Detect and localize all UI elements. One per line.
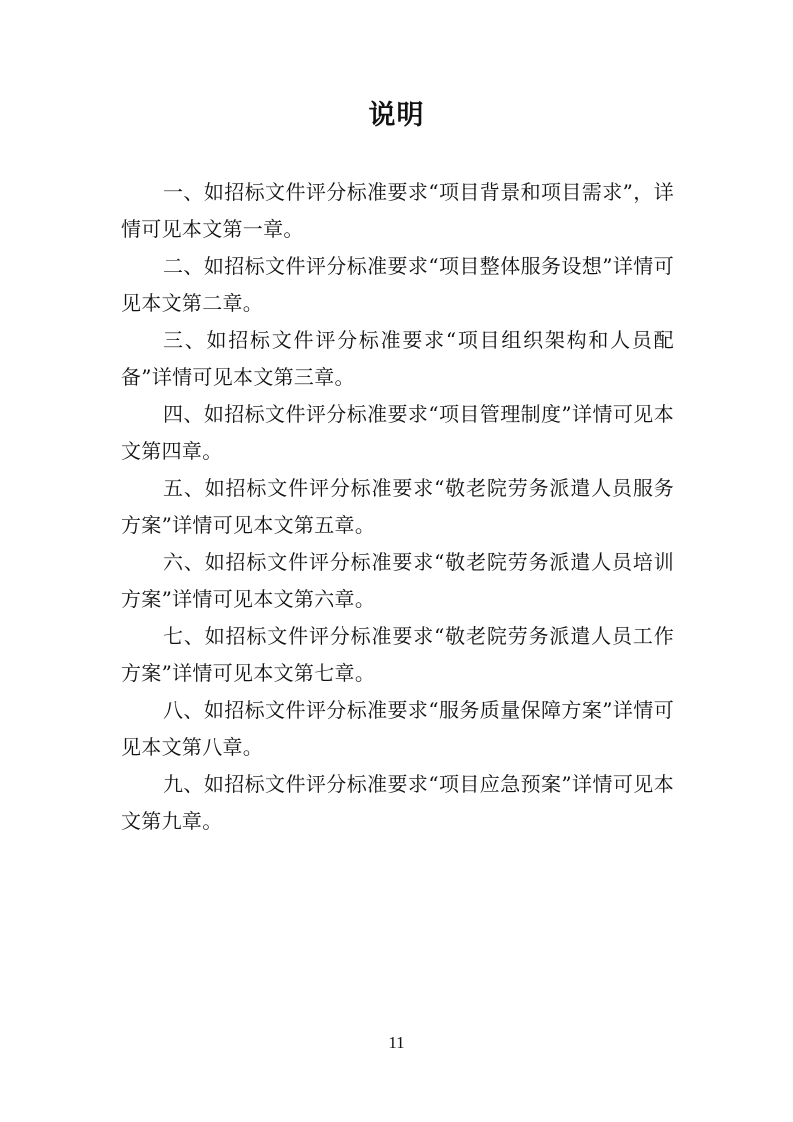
instruction-paragraph-6: 六、如招标文件评分标准要求“敬老院劳务派遣人员培训方案”详情可见本文第六章。 bbox=[121, 550, 674, 611]
page-number: 11 bbox=[388, 1033, 405, 1052]
instruction-paragraph-5: 五、如招标文件评分标准要求“敬老院劳务派遣人员服务方案”详情可见本文第五章。 bbox=[121, 476, 674, 537]
instruction-paragraph-7: 七、如招标文件评分标准要求“敬老院劳务派遣人员工作方案”详情可见本文第七章。 bbox=[121, 624, 674, 685]
page-title: 说明 bbox=[368, 100, 425, 131]
instruction-paragraph-8: 八、如招标文件评分标准要求“服务质量保障方案”详情可见本文第八章。 bbox=[121, 698, 674, 759]
instruction-paragraph-9: 九、如招标文件评分标准要求“项目应急预案”详情可见本文第九章。 bbox=[121, 772, 674, 833]
instructions-body bbox=[121, 174, 674, 840]
instruction-paragraph-2: 二、如招标文件评分标准要求“项目整体服务设想”详情可见本文第二章。 bbox=[121, 254, 674, 315]
instruction-paragraph-4: 四、如招标文件评分标准要求“项目管理制度”详情可见本文第四章。 bbox=[121, 402, 674, 463]
instruction-paragraph-1: 一、如招标文件评分标准要求“项目背景和项目需求”，详情可见本文第一章。 bbox=[121, 180, 674, 241]
instruction-paragraph-3: 三、如招标文件评分标准要求“项目组织架构和人员配备”详情可见本文第三章。 bbox=[121, 328, 674, 389]
